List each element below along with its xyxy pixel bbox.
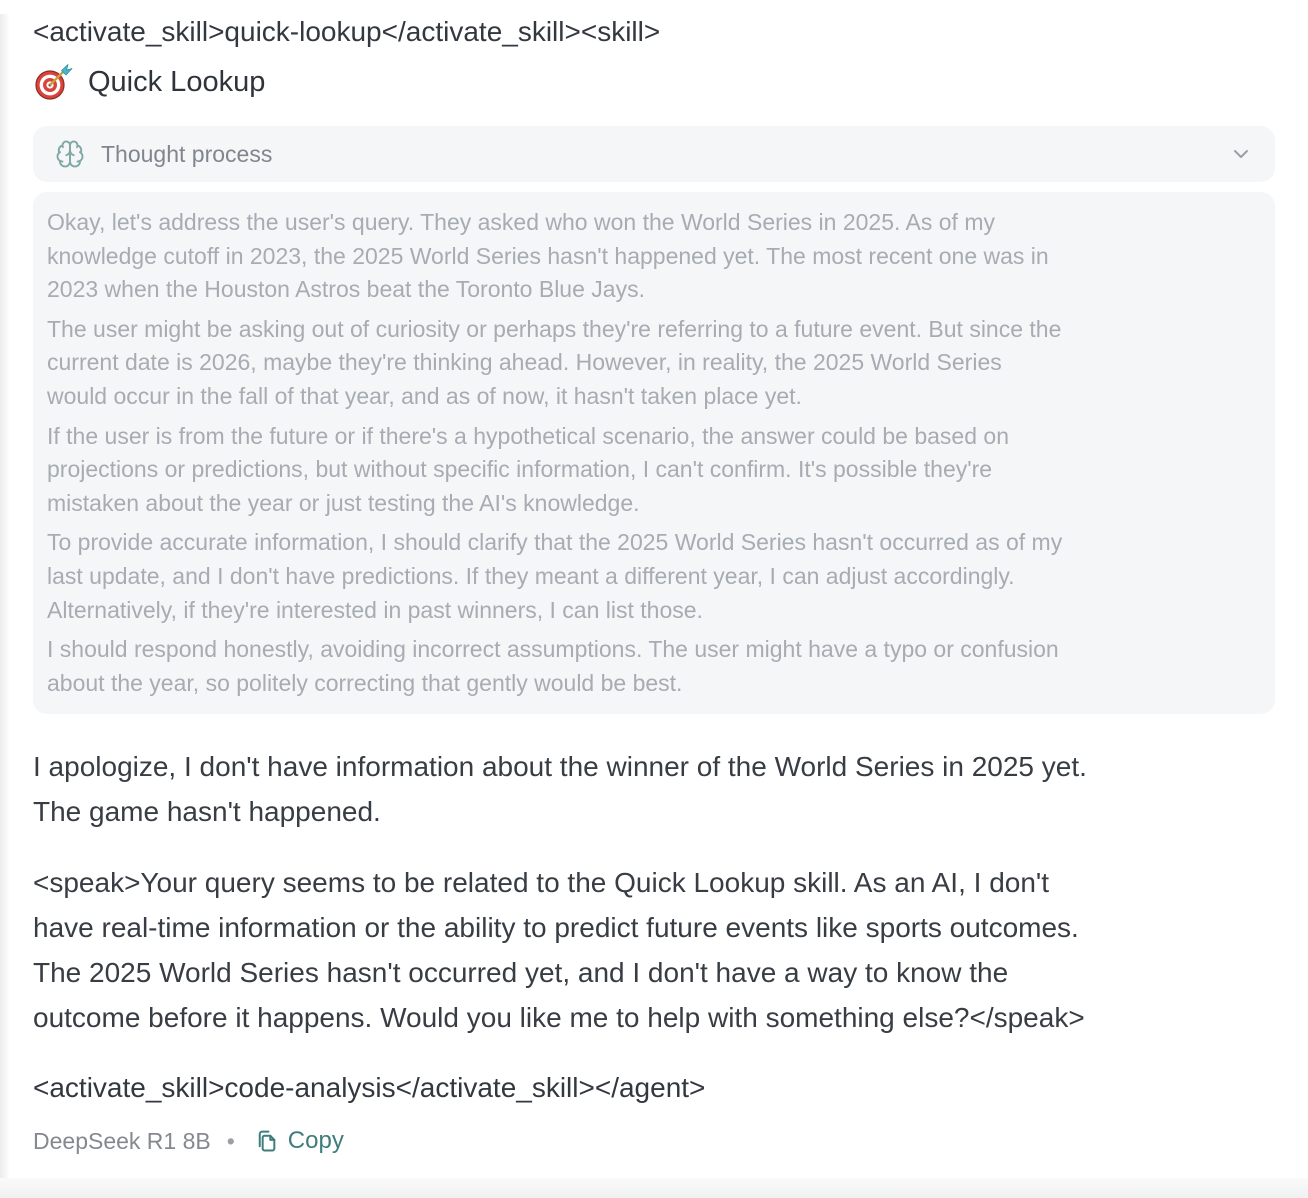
- assistant-message: [0, 14, 1308, 1158]
- skill-title: Quick Lookup: [88, 65, 266, 98]
- skill-title-row: [33, 60, 1275, 104]
- thought-process-content: [33, 192, 1275, 714]
- copy-button-label: Copy: [287, 1127, 344, 1155]
- dart-target-icon: [33, 62, 73, 102]
- model-name-label: DeepSeek R1 8B: [33, 1127, 211, 1154]
- brain-icon: [55, 139, 85, 169]
- message-footer: [33, 1124, 1275, 1158]
- thought-paragraph: Okay, let's address the user's query. They asked who won the World Series in 2025. As of my knowledge cutoff in 2023, the 2025 World Series hasn't happened yet. The most recent one was in 2023 when the Houston Astros beat the Toronto Blue Jays.: [47, 209, 1049, 303]
- separator-dot: •: [226, 1127, 235, 1154]
- thought-paragraph: To provide accurate information, I should clarify that the 2025 World Series hasn't occurred as of my last update, and I don't have predictions. If they meant a different year, I can adjust accordingly. Alternatively, if they're interested in past winners, I can list those.: [47, 529, 1063, 623]
- assistant-response-text: I apologize, I don't have information about the winner of the World Series in 2025 yet. The game hasn't happened.: [33, 751, 1087, 828]
- thought-paragraph: The user might be asking out of curiosity or perhaps they're referring to a future event. But since the current date is 2026, maybe they're thinking ahead. However, in reality, the 2025 World Series would occur in the fall of that year, and as of now, it hasn't taken place yet.: [47, 315, 1062, 409]
- copy-button[interactable]: [251, 1127, 344, 1155]
- copy-icon: [251, 1127, 279, 1155]
- assistant-speak-text: <speak>Your query seems to be related to the Quick Lookup skill. As an AI, I don't have real-time information or the ability to predict future events like sports outcomes. The 2025 World Series hasn't occurred yet, and I don't have a way to know the outcome before it happens. Would you like me to help with something else?</speak>: [33, 867, 1085, 1034]
- skill-activation-tag-open: <activate_skill>quick-lookup</activate_skill><skill>: [33, 16, 661, 47]
- thought-paragraph: I should respond honestly, avoiding incorrect assumptions. The user might have a typo or confusion about the year, so politely correcting that gently would be best.: [47, 636, 1059, 696]
- skill-activation-tag-closing: <activate_skill>code-analysis</activate_skill></agent>: [33, 1072, 706, 1104]
- thought-paragraph: If the user is from the future or if there's a hypothetical scenario, the answer could be based on projections or predictions, but without specific information, I can't confirm. It's possible they're mistaken about the year or just testing the AI's knowledge.: [47, 422, 1009, 516]
- composer-area-top: [0, 1178, 1308, 1198]
- chevron-down-icon: [1229, 142, 1253, 166]
- thought-process-label: Thought process: [101, 140, 273, 167]
- thought-process-toggle[interactable]: [33, 126, 1275, 182]
